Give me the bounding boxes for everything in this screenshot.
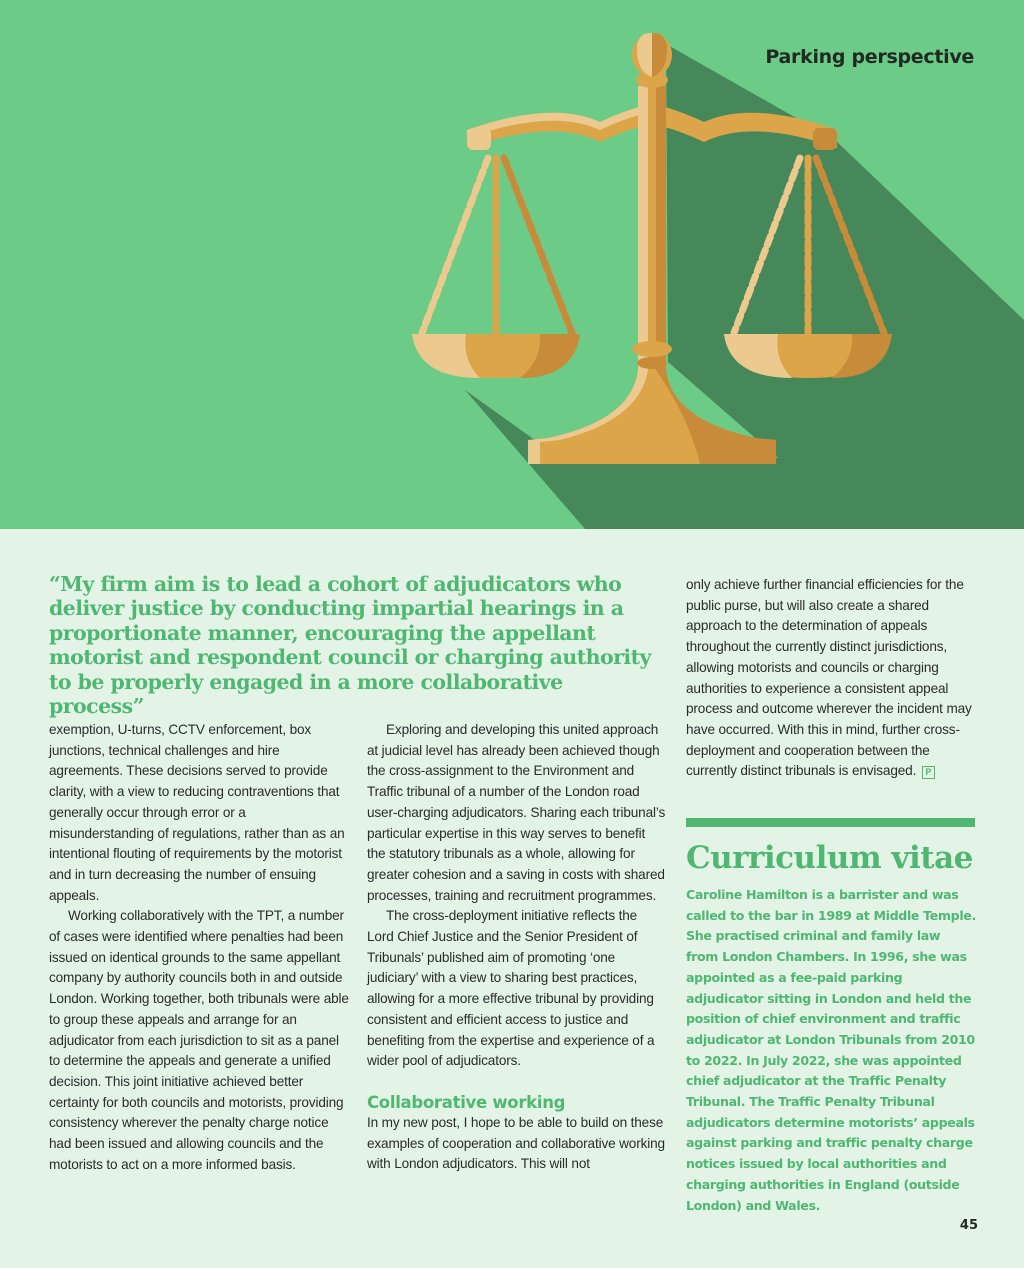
hero-banner bbox=[0, 0, 1024, 529]
subheading-collaborative-working: Collaborative working bbox=[367, 1092, 566, 1112]
body-column-1 bbox=[49, 720, 349, 1175]
paragraph: In my new post, I hope to be able to build on these examples of cooperation and collaborative working with London adjudicators. This will not bbox=[367, 1114, 665, 1172]
page-number: 45 bbox=[959, 1218, 978, 1233]
paragraph-text: only achieve further financial efficiencies for the public purse, but will also create a shared approach to the determination of appeals throughout the currently distinct jurisdictions, allowing motorists and councils or charging authorities to experience a consistent appeal process and outcome wherever the incident may have occurred. With this in mind, further cross-deployment and cooperation between the currently distinct tribunals is envisaged. bbox=[686, 577, 972, 779]
cv-divider-bar bbox=[686, 818, 975, 827]
left-pan bbox=[412, 334, 580, 378]
paragraph bbox=[686, 575, 976, 782]
paragraph: exemption, U-turns, CCTV enforcement, box junctions, technical challenges and hire agreements. These decisions served to provide clarity, with a view to reducing contraventions that generally occur through error or a misunderstanding of regulations, rather than as an intentional flouting of requirements by the motorist and in turn decreasing the number of ensuing appeals. bbox=[49, 722, 345, 903]
body-column-2 bbox=[367, 720, 667, 1175]
pull-quote: “My firm aim is to lead a cohort of adjudicators who deliver justice by conducting impartial hearings in a proportionate manner, encouraging the appellant motorist and respondent council or charging authority to be properly engaged in a more collaborative process” bbox=[49, 572, 651, 719]
cv-body: Caroline Hamilton is a barrister and was called to the bar in 1989 at Middle Temple. She practised criminal and family law from London Chambers. In 1996, she was appointed as a fee-paid parking adjudicator sitting in London and held the position of chief environment and traffic adjudicator at London Tribunals from 2010 to 2022. In July 2022, she was appointed chief adjudicator at the Traffic Penalty Tribunal. The Traffic Penalty Tribunal adjudicators determine motorists’ appeals against parking and traffic penalty charge notices issued by local authorities and charging authorities in England (outside London) and Wales. bbox=[686, 887, 976, 1213]
cv-title: Curriculum vitae bbox=[686, 840, 973, 876]
scales-of-justice-icon bbox=[0, 0, 1024, 529]
paragraph: Working collaboratively with the TPT, a number of cases were identified where penalties had been issued on identical grounds to the same appellant company by authority councils both in and outside London. Working together, both tribunals were able to group these appeals and arrange for an adjudicator from each jurisdiction to sit as a panel to determine the appeals and generate a unified decision. This joint initiative achieved better certainty for both councils and motorists, providing consistency wherever the penalty charge notice had been issued and allowing councils and the motorists to act on a more informed basis. bbox=[49, 908, 349, 1172]
paragraph: Exploring and developing this united approach at judicial level has already been achieved though the cross-assignment to the Environment and Traffic tribunal of a number of the London road user-charging adjudicators. Sharing each tribunal’s particular expertise in this way serves to benefit the statutory tribunals as a whole, allowing for greater cohesion and a saving in costs with shared processes, training and recruitment programmes. bbox=[367, 722, 666, 903]
left-chains bbox=[422, 158, 572, 333]
end-mark-icon: P bbox=[922, 766, 935, 779]
paragraph: The cross-deployment initiative reflects the Lord Chief Justice and the Senior President of Tribunals’ published aim of promoting ‘one judiciary’ with a view to sharing best practices, allowing for a more effective tribunal by providing consistent and efficient access to justice and benefiting from the expertise and experience of a wider pool of adjudicators. bbox=[367, 908, 655, 1069]
section-label: Parking perspective bbox=[765, 46, 974, 68]
body-column-3 bbox=[686, 575, 976, 782]
